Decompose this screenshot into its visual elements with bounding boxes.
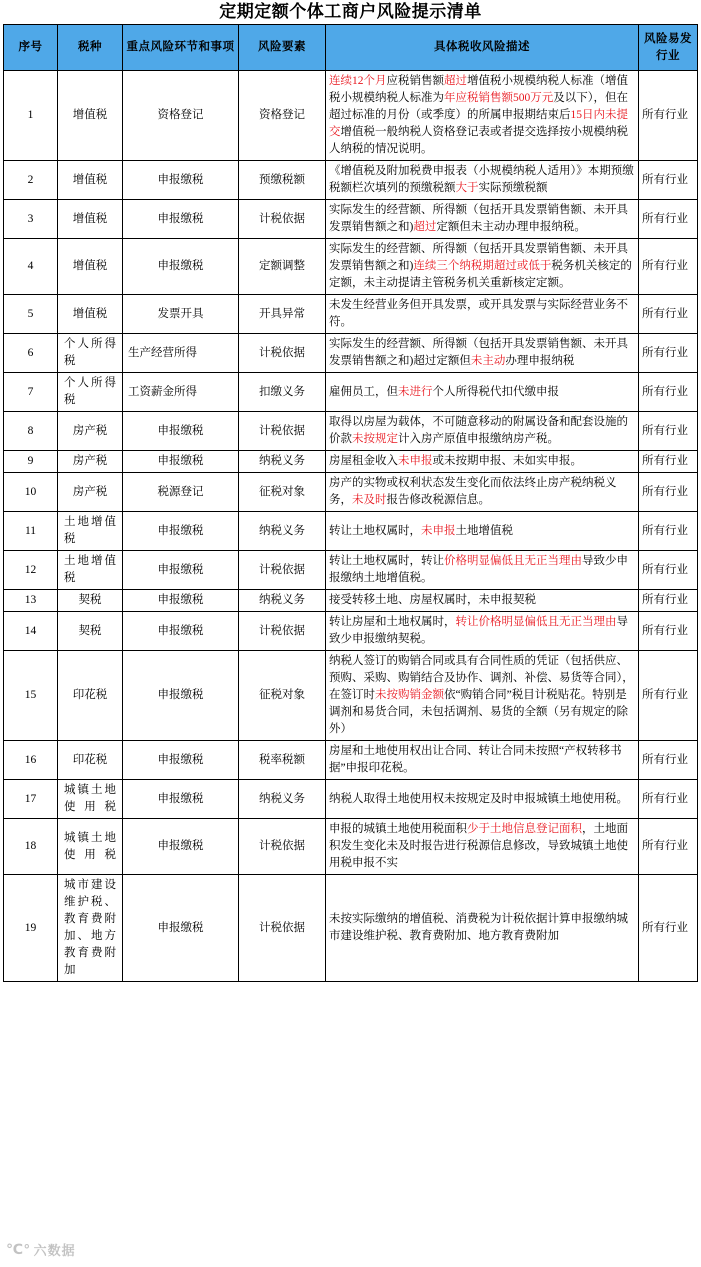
cell-risk-factor: 纳税义务 (239, 451, 326, 473)
description-text: 房产的实物或权利状态发生变化而依法终止房产税纳税义务， (329, 477, 617, 506)
description-text: 个人所得税代扣代缴申报 (432, 385, 559, 398)
cell-row-number: 11 (4, 512, 58, 551)
cell-risk-link: 申报缴税 (123, 412, 239, 451)
description-text: ，土地面积发生变化未及时报告进行税源信息修改，导致城镇土地使用税申报不实 (329, 823, 628, 869)
cell-tax-type: 增值税 (58, 161, 123, 200)
cell-tax-type: 个人所得税 (58, 373, 123, 412)
cell-industry: 所有行业 (639, 819, 698, 875)
cell-row-number: 8 (4, 412, 58, 451)
cell-tax-type: 契税 (58, 590, 123, 612)
cell-tax-type: 增值税 (58, 295, 123, 334)
cell-industry: 所有行业 (639, 551, 698, 590)
watermark-logo-icon: ℃° (6, 1241, 31, 1257)
description-text: 计入房产原值申报缴纳房产税。 (398, 433, 559, 445)
cell-risk-description (326, 512, 639, 551)
cell-row-number: 14 (4, 612, 58, 651)
description-text: 转让土地权属时， (329, 524, 421, 537)
cell-risk-description (326, 373, 639, 412)
cell-risk-description (326, 875, 639, 982)
cell-risk-factor: 计税依据 (239, 551, 326, 590)
table-body (4, 71, 698, 982)
cell-industry: 所有行业 (639, 334, 698, 373)
cell-risk-factor: 计税依据 (239, 412, 326, 451)
cell-risk-description (326, 71, 639, 161)
description-text: 《增值税及附加税费申报表（小规模纳税人适用）》本期预缴税额栏次填列的预缴税额 (329, 165, 634, 194)
description-text: 房屋租金收入 (329, 455, 398, 467)
column-header-no: 序号 (4, 25, 58, 71)
cell-risk-link: 申报缴税 (123, 512, 239, 551)
table-row (4, 451, 698, 473)
cell-risk-description (326, 334, 639, 373)
cell-row-number: 1 (4, 71, 58, 161)
cell-risk-link: 工资薪金所得 (123, 373, 239, 412)
description-text: 应税销售额 (386, 75, 444, 87)
cell-risk-factor: 预缴税额 (239, 161, 326, 200)
description-text: 申报的城镇土地使用税面积 (329, 823, 467, 835)
cell-risk-factor: 定额调整 (239, 239, 326, 295)
cell-row-number: 19 (4, 875, 58, 982)
cell-risk-description (326, 239, 639, 295)
cell-tax-type: 土地增值税 (58, 551, 123, 590)
cell-risk-description (326, 161, 639, 200)
cell-risk-link: 申报缴税 (123, 819, 239, 875)
cell-risk-factor: 计税依据 (239, 334, 326, 373)
cell-row-number: 16 (4, 741, 58, 780)
cell-risk-factor: 计税依据 (239, 819, 326, 875)
cell-risk-description (326, 651, 639, 741)
description-text: 税务机关核定的定额，未主动提请主管税务机关重新核定定额。 (329, 260, 632, 289)
description-text: 实际发生的经营额、所得额（包括开具发票销售额、未开具发票销售额之和) (329, 204, 628, 233)
cell-risk-factor: 征税对象 (239, 651, 326, 741)
cell-row-number: 3 (4, 200, 58, 239)
description-text: 转让土地权属时，转让 (329, 555, 444, 567)
highlighted-text: 超过 (444, 75, 467, 87)
cell-risk-link: 申报缴税 (123, 239, 239, 295)
table-row (4, 741, 698, 780)
risk-checklist-table (3, 24, 698, 982)
cell-industry: 所有行业 (639, 161, 698, 200)
cell-tax-type: 个人所得税 (58, 334, 123, 373)
cell-risk-link: 申报缴税 (123, 651, 239, 741)
cell-risk-link: 申报缴税 (123, 551, 239, 590)
cell-industry: 所有行业 (639, 295, 698, 334)
highlighted-text: 未申报 (421, 524, 456, 537)
cell-risk-description (326, 451, 639, 473)
description-text: 增值税一般纳税人资格登记表或者提交选择按小规模纳税人纳税的情况说明。 (329, 126, 628, 155)
cell-risk-factor: 计税依据 (239, 612, 326, 651)
table-row (4, 590, 698, 612)
column-header-fact: 风险要素 (239, 25, 326, 71)
cell-industry: 所有行业 (639, 473, 698, 512)
table-row (4, 161, 698, 200)
cell-tax-type: 房产税 (58, 473, 123, 512)
table-row (4, 473, 698, 512)
cell-industry: 所有行业 (639, 412, 698, 451)
highlighted-text: 15日内未提交 (329, 109, 628, 138)
cell-industry: 所有行业 (639, 875, 698, 982)
description-text: 定额但未主动办理申报纳税。 (436, 221, 586, 233)
cell-row-number: 12 (4, 551, 58, 590)
cell-tax-type: 增值税 (58, 71, 123, 161)
cell-risk-link: 申报缴税 (123, 741, 239, 780)
cell-risk-factor: 计税依据 (239, 875, 326, 982)
highlighted-text: 未主动 (470, 355, 506, 367)
cell-risk-description (326, 612, 639, 651)
cell-risk-link: 申报缴税 (123, 451, 239, 473)
description-text: 土地增值税 (455, 524, 513, 537)
cell-risk-description (326, 200, 639, 239)
cell-industry: 所有行业 (639, 512, 698, 551)
cell-industry: 所有行业 (639, 590, 698, 612)
cell-tax-type: 房产税 (58, 451, 123, 473)
table-header-row (4, 25, 698, 71)
cell-tax-type: 土地增值税 (58, 512, 123, 551)
cell-risk-factor: 扣缴义务 (239, 373, 326, 412)
cell-tax-type: 城市建设维护税、教育费附加、地方教育费附加 (58, 875, 123, 982)
cell-industry: 所有行业 (639, 373, 698, 412)
table-row (4, 875, 698, 982)
table-row (4, 612, 698, 651)
description-text: 增值税小规模纳税人标准（增值税小规模纳税人标准为 (329, 75, 628, 104)
cell-risk-factor: 纳税义务 (239, 512, 326, 551)
cell-risk-factor: 计税依据 (239, 200, 326, 239)
cell-row-number: 17 (4, 780, 58, 819)
cell-risk-factor: 开具异常 (239, 295, 326, 334)
page-title: 定期定额个体工商户风险提示清单 (219, 2, 482, 21)
cell-row-number: 4 (4, 239, 58, 295)
description-text: 实际发生的经营额、所得额（包括开具发票销售额、未开具发票销售额之和) (329, 243, 628, 272)
column-header-link: 重点风险环节和事项 (123, 25, 239, 71)
highlighted-text: 价格明显偏低且无正当理由 (444, 555, 582, 567)
highlighted-text: 未按购销金额 (375, 689, 444, 701)
table-row (4, 819, 698, 875)
watermark-text: 六数据 (33, 1243, 76, 1258)
cell-risk-factor: 税率税额 (239, 741, 326, 780)
highlighted-text: 连续12个月 (329, 75, 387, 87)
watermark (6, 1240, 76, 1259)
table-row (4, 71, 698, 161)
cell-risk-description (326, 590, 639, 612)
description-text: 未按实际缴纳的增值税、消费税为计税依据计算申报缴纳城市建设维护税、教育费附加、地方教育费附加 (329, 913, 628, 942)
cell-risk-factor: 资格登记 (239, 71, 326, 161)
highlighted-text: 年应税销售额500万元 (444, 92, 554, 104)
cell-tax-type: 增值税 (58, 200, 123, 239)
cell-risk-link: 申报缴税 (123, 780, 239, 819)
cell-row-number: 18 (4, 819, 58, 875)
cell-risk-link: 申报缴税 (123, 875, 239, 982)
table-row (4, 780, 698, 819)
cell-risk-link: 税源登记 (123, 473, 239, 512)
highlighted-text: 少于土地信息登记面积 (467, 823, 582, 835)
description-text: 转让房屋和土地权属时， (329, 616, 456, 628)
description-text: 房屋和土地使用权出让合同、转让合同未按照“产权转移书据”申报印花税。 (329, 745, 622, 774)
table-row (4, 334, 698, 373)
cell-industry: 所有行业 (639, 239, 698, 295)
cell-risk-description (326, 551, 639, 590)
cell-risk-link: 申报缴税 (123, 200, 239, 239)
cell-row-number: 6 (4, 334, 58, 373)
table-row (4, 412, 698, 451)
cell-risk-description (326, 412, 639, 451)
description-text: 雇佣员工，但 (329, 385, 398, 398)
cell-tax-type: 房产税 (58, 412, 123, 451)
table-row (4, 239, 698, 295)
cell-risk-factor: 纳税义务 (239, 780, 326, 819)
cell-tax-type: 契税 (58, 612, 123, 651)
cell-row-number: 7 (4, 373, 58, 412)
table-row (4, 651, 698, 741)
cell-industry: 所有行业 (639, 651, 698, 741)
column-header-tax: 税种 (58, 25, 123, 71)
cell-row-number: 2 (4, 161, 58, 200)
cell-industry: 所有行业 (639, 200, 698, 239)
column-header-desc: 具体税收风险描述 (326, 25, 639, 71)
description-text: 或未按期申报、未如实申报。 (432, 455, 582, 467)
description-text: 纳税人签订的购销合同或具有合同性质的凭证（包括供应、预购、采购、购销结合及协作、调剂、补偿、易货等合同），在签订时 (329, 655, 634, 701)
highlighted-text: 超过 (413, 221, 437, 233)
table-row (4, 295, 698, 334)
highlighted-text: 未按规定 (352, 433, 398, 445)
cell-row-number: 15 (4, 651, 58, 741)
cell-risk-description (326, 473, 639, 512)
description-text: 导致少申报缴纳土地增值税。 (329, 555, 628, 584)
table-row (4, 512, 698, 551)
cell-row-number: 13 (4, 590, 58, 612)
cell-risk-factor: 纳税义务 (239, 590, 326, 612)
highlighted-text: 大于 (455, 182, 479, 194)
description-text: 依“购销合同”税目计税贴花。特别是调剂和易货合同，未包括调剂、易货的全额（另有规定的除外） (329, 689, 628, 735)
cell-risk-link: 发票开具 (123, 295, 239, 334)
cell-risk-description (326, 819, 639, 875)
cell-tax-type: 城镇土地使用税 (58, 819, 123, 875)
column-header-industry: 风险易发行业 (639, 25, 698, 71)
description-text: 接受转移土地、房屋权属时，未申报契税 (329, 594, 536, 606)
cell-tax-type: 城镇土地使用税 (58, 780, 123, 819)
cell-risk-link: 资格登记 (123, 71, 239, 161)
cell-industry: 所有行业 (639, 451, 698, 473)
cell-row-number: 9 (4, 451, 58, 473)
cell-risk-link: 申报缴税 (123, 161, 239, 200)
cell-row-number: 5 (4, 295, 58, 334)
description-text: 取得以房屋为载体，不可随意移动的附属设备和配套设施的价款 (329, 416, 628, 445)
table-row (4, 200, 698, 239)
cell-risk-description (326, 295, 639, 334)
cell-industry: 所有行业 (639, 780, 698, 819)
cell-risk-description (326, 780, 639, 819)
table-header (4, 25, 698, 71)
description-text: 及以下），但在超过标准的月份（或季度）的所属申报期结束后 (329, 92, 628, 121)
highlighted-text: 未及时 (352, 494, 387, 506)
cell-risk-link: 申报缴税 (123, 612, 239, 651)
description-text: 纳税人取得土地使用权未按规定及时申报城镇土地使用税。 (329, 792, 628, 805)
description-text: 办理申报纳税 (505, 355, 575, 367)
description-text: 实际发生的经营额、所得额（包括开具发票销售额、未开具发票销售额之和)超过定额但 (329, 338, 628, 367)
highlighted-text: 未进行 (398, 385, 433, 398)
cell-tax-type: 印花税 (58, 651, 123, 741)
highlighted-text: 连续三个纳税期超过或低于 (413, 260, 552, 272)
cell-risk-link: 生产经营所得 (123, 334, 239, 373)
cell-tax-type: 印花税 (58, 741, 123, 780)
cell-row-number: 10 (4, 473, 58, 512)
cell-risk-link: 申报缴税 (123, 590, 239, 612)
cell-risk-factor: 征税对象 (239, 473, 326, 512)
description-text: 实际预缴税额 (478, 182, 548, 194)
description-text: 导致少申报缴纳契税。 (329, 616, 628, 645)
table-row (4, 373, 698, 412)
cell-risk-description (326, 741, 639, 780)
cell-industry: 所有行业 (639, 612, 698, 651)
cell-tax-type: 增值税 (58, 239, 123, 295)
highlighted-text: 转让价格明显偏低且无正当理由 (455, 616, 617, 628)
description-text: 报告修改税源信息。 (386, 494, 490, 506)
highlighted-text: 未申报 (398, 455, 433, 467)
description-text: 未发生经营业务但开具发票，或开具发票与实际经营业务不符。 (329, 299, 628, 328)
cell-industry: 所有行业 (639, 71, 698, 161)
table-row (4, 551, 698, 590)
cell-industry: 所有行业 (639, 741, 698, 780)
